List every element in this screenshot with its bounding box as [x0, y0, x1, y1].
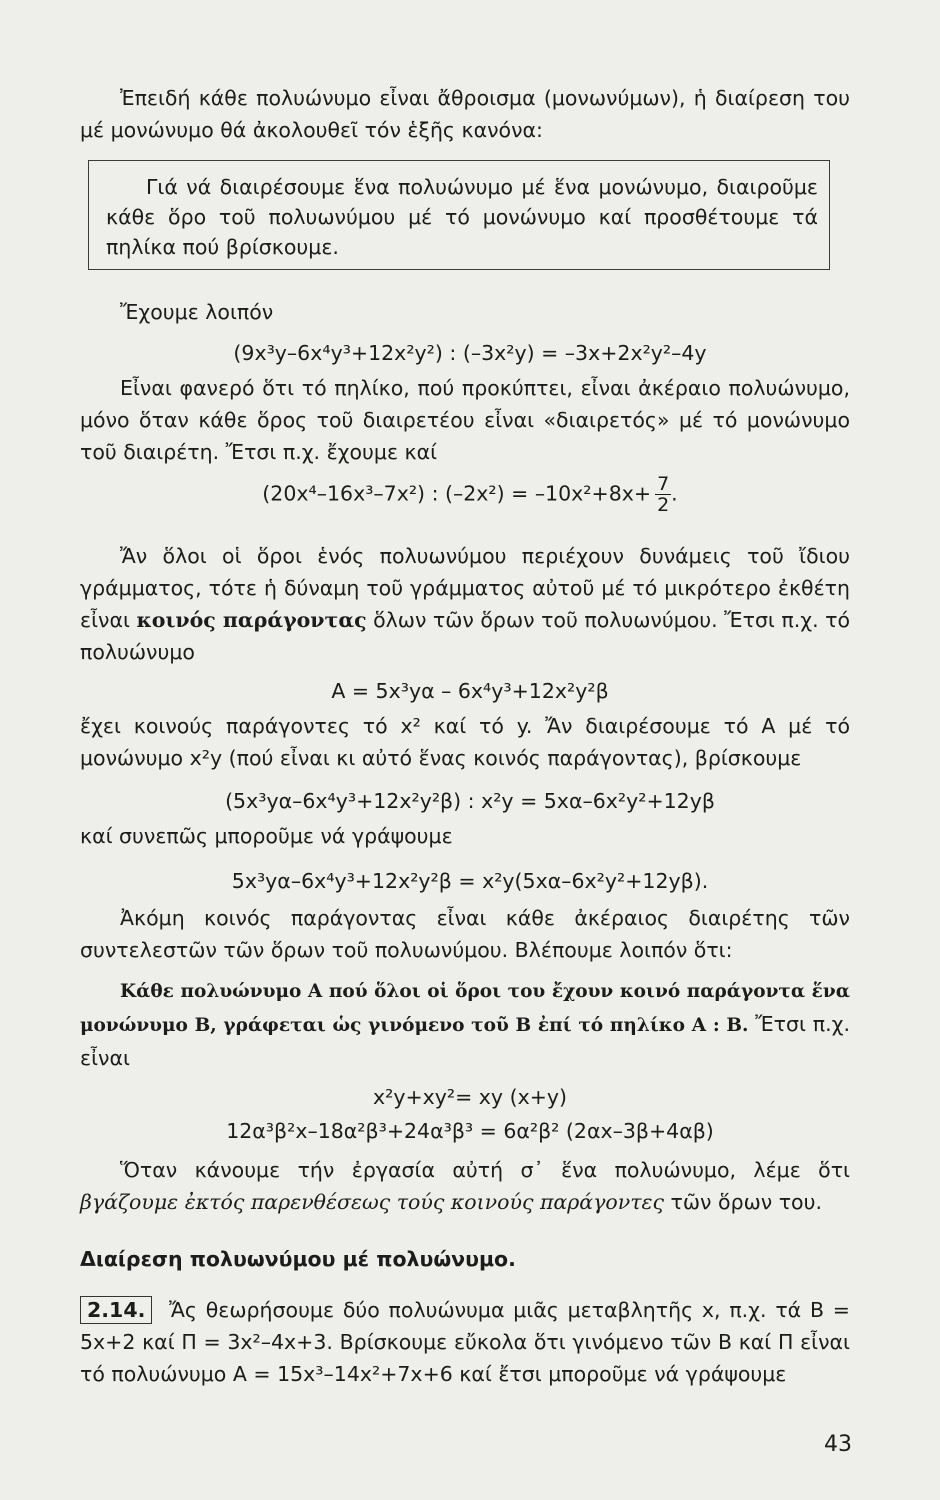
equation-2-end: . [671, 481, 678, 506]
equation-4: (5x³yα–6x⁴y³+12x²y²β) : x²y = 5xα–6x²y²+12yβ [225, 789, 715, 813]
factor-out-italic: βγάζουμε ἐκτός παρενθέσεως τούς κοινούς παράγοντες [80, 1190, 665, 1214]
paragraph-8-text: Ἄς θεωρήσουμε δύο πολυώνυμα μιᾶς μεταβλητῆς x, π.χ. τά B = 5x+2 καί Π = 3x²–4x+3. Βρίσκουμε εὔκολα ὅτι γινόμενο τῶν B καί Π εἶναι τό πολυώνυμο A = 15x³–14x²+7x+6 καί ἔτσι μποροῦμε νά γράψουμε [80, 1298, 850, 1386]
paragraph-2: Εἶναι φανερό ὅτι τό πηλίκο, πού προκύπτει, εἶναι ἀκέραιο πολυώνυμο, μόνο ὅταν κάθε ὅρος τοῦ διαιρετέου εἶναι «διαιρετός» μέ τό μονώνυμο τοῦ διαιρέτη. Ἔτσι π.χ. ἔχουμε καί [80, 376, 850, 464]
section-heading: Διαίρεση πολυωνύμου μέ πολυώνυμο. [80, 1247, 516, 1271]
rule-text: Γιά νά διαιρέσουμε ἕνα πολυώνυμο μέ ἕνα μονώνυμο, διαιροῦμε κάθε ὅρο τοῦ πολυωνύμου μέ τό μονώνυμο καί προσθέτουμε τά πηλίκα πού βρίσκουμε. [106, 175, 818, 259]
paragraph-3 [80, 540, 850, 668]
equation-3: A = 5x³yα – 6x⁴y³+12x²y²β [331, 679, 609, 703]
paragraph-6: Ἀκόμη κοινός παράγοντας εἶναι κάθε ἀκέραιος διαιρέτης τῶν συντελεστῶν τῶν ὅρων τοῦ πολυωνύμου. Βλέπουμε λοιπόν ὅτι: [80, 906, 850, 962]
fraction-seven-halves [655, 474, 671, 515]
section-number: 2.14. [80, 1296, 152, 1324]
paragraph-7-end: τῶν ὅρων του. [664, 1190, 822, 1214]
common-factor-term: κοινός παράγοντας [136, 608, 367, 632]
equation-5: 5x³yα–6x⁴y³+12x²y²β = x²y(5xα–6x²y²+12yβ). [231, 869, 709, 893]
so-we-have-text: Ἔχουμε λοιπόν [120, 300, 274, 324]
fraction-denominator: 2 [657, 494, 670, 516]
paragraph-4: ἔχει κοινούς παράγοντες τό x² καί τό y. Ἄν διαιρέσουμε τό A μέ τό μονώνυμο x²y (πού εἶναι κι αὐτό ἕνας κοινός παράγοντας), βρίσκουμε [80, 714, 850, 770]
fraction-numerator: 7 [657, 473, 670, 495]
bold-rule-text: Κάθε πολυώνυμο A πού ὅλοι οἱ ὅροι του ἔχουν κοινό παράγοντα ἕνα μονώνυμο B, γράφεται ὡς γινόμενο τοῦ B ἐπί τό πηλίκο A : B. [80, 981, 850, 1036]
paragraph-8 [80, 1294, 850, 1390]
paragraph-7 [80, 1154, 850, 1218]
paragraph-7-start: Ὅταν κάνουμε τήν ἐργασία αὐτή σ᾽ ἕνα πολυώνυμο, λέμε ὅτι [120, 1158, 850, 1182]
paragraph-3-end: ὅλων τῶν ὅρων τοῦ πολυωνύμου. Ἔτσι π.χ. τό πολυώνυμο [80, 608, 851, 664]
equation-2-main: (20x⁴–16x³–7x²) : (–2x²) = –10x²+8x+ [262, 481, 652, 506]
equation-6: x²y+xy²= xy (x+y) [372, 1085, 568, 1109]
equation-1: (9x³y–6x⁴y³+12x²y²) : (–3x²y) = –3x+2x²y²–4y [233, 341, 707, 365]
equation-7: 12α³β²x–18α²β³+24α³β³ = 6α²β² (2αx–3β+4αβ) [226, 1119, 714, 1143]
intro-paragraph: Ἐπειδή κάθε πολυώνυμο εἶναι ἄθροισμα (μονωνύμων), ἡ διαίρεση του μέ μονώνυμο θά ἀκολουθεῖ τόν ἑξῆς κανόνα: [80, 86, 850, 142]
paragraph-3-start: Ἄν ὅλοι οἱ ὅροι ἑνός πολυωνύμου περιέχουν δυνάμεις τοῦ ἴδιου γράμματος, τότε ἡ δύναμη τοῦ γράμματος αὐτοῦ μέ τό μικρότερο ἐκθέτη εἶναι [80, 544, 850, 632]
equation-2 [0, 474, 940, 515]
bold-rule-paragraph [80, 976, 850, 1076]
bold-rule-tail: Ἔτσι π.χ. εἶναι [80, 1012, 850, 1070]
page-number: 43 [824, 1432, 852, 1457]
paragraph-5: καί συνεπῶς μποροῦμε νά γράψουμε [80, 824, 453, 848]
